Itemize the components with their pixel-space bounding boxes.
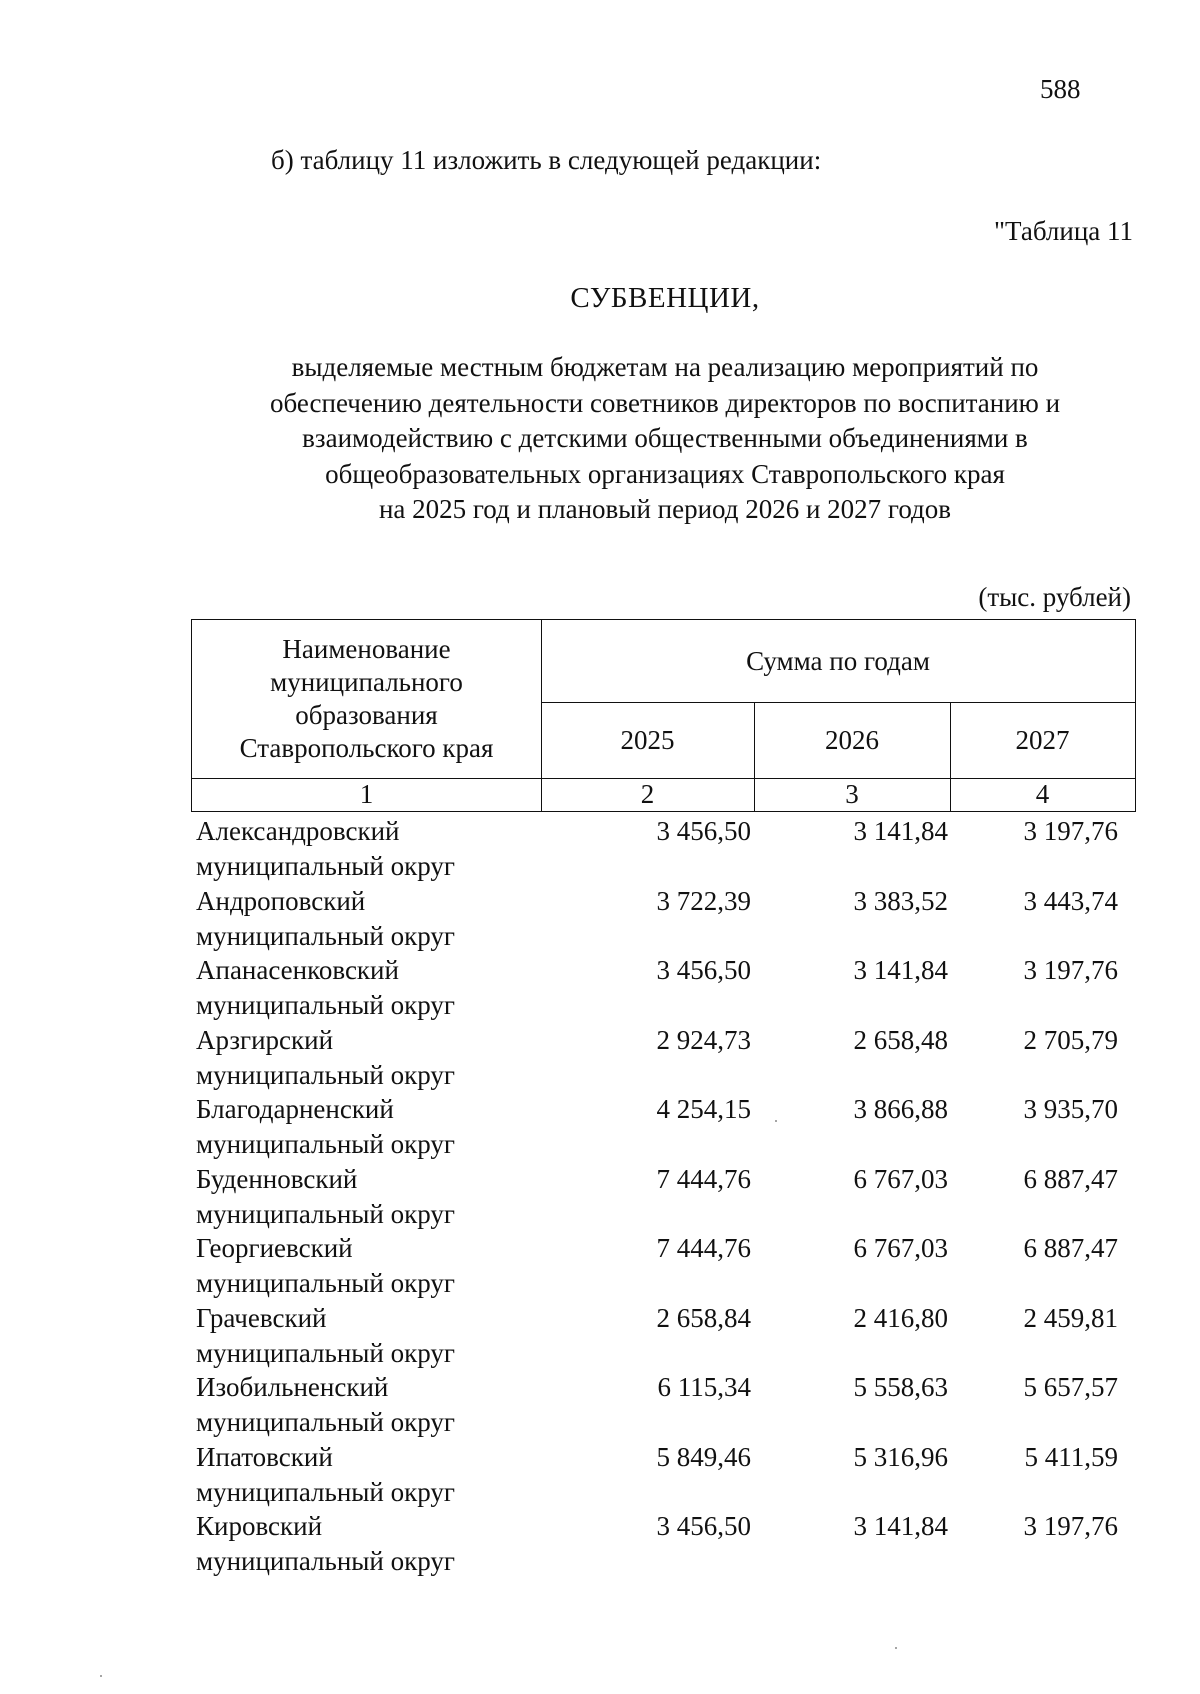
municipality-name	[196, 814, 526, 884]
header-name-line: муниципального	[270, 667, 463, 697]
municipality-name	[196, 1092, 526, 1162]
header-name-column	[192, 620, 541, 778]
value-2026: 2 416,80	[853, 1302, 948, 1333]
municipality-name	[196, 884, 526, 954]
name-line: Андроповский	[196, 885, 366, 916]
table-row	[196, 1301, 1136, 1371]
name-line: муниципальный округ	[196, 920, 455, 951]
table-row	[196, 1370, 1136, 1440]
value-2027: 3 935,70	[1023, 1094, 1118, 1124]
name-line: Изобильненский	[196, 1372, 389, 1402]
name-line: муниципальный округ	[196, 990, 455, 1020]
header-year-2027: 2027	[1015, 724, 1070, 755]
value-2027: 3 197,76	[1023, 955, 1118, 985]
value-2025: 3 722,39	[656, 885, 751, 916]
name-line: Благодарненский	[196, 1094, 394, 1124]
table-row	[196, 1231, 1136, 1301]
subtitle-line: взаимодействию с детскими общественными объединениями в	[302, 423, 1028, 453]
subtitle-line: на 2025 год и плановый период 2026 и 2027 годов	[378, 494, 952, 524]
subtitle-line: выделяемые местным бюджетам на реализацию мероприятий по	[291, 352, 1039, 382]
value-2027: 3 197,76	[1023, 1511, 1118, 1541]
name-line: муниципальный округ	[196, 1407, 455, 1437]
name-line: Александровский	[196, 816, 400, 846]
value-2026: 6 767,03	[853, 1163, 948, 1194]
value-2025: 7 444,76	[656, 1163, 751, 1194]
name-line: Буденновский	[196, 1163, 358, 1194]
municipality-name	[196, 1231, 526, 1301]
value-2026: 3 383,52	[853, 885, 948, 916]
name-line: Грачевский	[196, 1302, 327, 1333]
table-body	[196, 814, 1136, 1579]
table-row	[196, 884, 1136, 954]
subtitle-line: общеобразовательных организациях Ставропольского края	[325, 458, 1005, 489]
municipality-name	[196, 1301, 526, 1371]
header-sum-group: Сумма по годам	[746, 645, 930, 676]
value-2026: 2 658,48	[853, 1024, 948, 1055]
scan-speck	[775, 1120, 777, 1122]
value-2027: 5 657,57	[1023, 1372, 1118, 1402]
value-2026: 3 141,84	[853, 955, 948, 985]
value-2025: 2 924,73	[656, 1024, 751, 1055]
value-2026: 5 558,63	[853, 1372, 948, 1402]
scan-speck	[895, 1647, 897, 1649]
name-line: муниципальный округ	[196, 1198, 455, 1229]
value-2027: 6 887,47	[1023, 1233, 1118, 1263]
name-line: муниципальный округ	[196, 1059, 455, 1090]
header-year-2025: 2025	[620, 724, 675, 755]
value-2026: 3 141,84	[853, 816, 948, 846]
intro-paragraph: б) таблицу 11 изложить в следующей редакции:	[271, 145, 822, 175]
value-2027: 2 705,79	[1023, 1024, 1118, 1055]
document-title: СУБВЕНЦИИ,	[570, 282, 760, 314]
municipality-name	[196, 1370, 526, 1440]
value-2027: 3 443,74	[1023, 885, 1118, 916]
table-row	[196, 953, 1136, 1023]
municipality-name	[196, 1162, 526, 1232]
column-number: 4	[1035, 779, 1050, 809]
header-name-line: образования	[295, 700, 438, 730]
value-2025: 7 444,76	[656, 1233, 751, 1263]
table-row	[196, 1092, 1136, 1162]
name-line: муниципальный округ	[196, 1337, 455, 1368]
value-2025: 5 849,46	[656, 1441, 751, 1472]
value-2027: 3 197,76	[1023, 816, 1118, 846]
name-line: муниципальный округ	[196, 1546, 455, 1576]
name-line: Апанасенковский	[196, 955, 399, 985]
value-2027: 2 459,81	[1023, 1302, 1118, 1333]
value-2025: 6 115,34	[657, 1372, 751, 1402]
name-line: муниципальный округ	[196, 851, 455, 881]
column-number: 3	[845, 779, 859, 809]
scan-speck	[100, 1675, 102, 1677]
name-line: Георгиевский	[196, 1233, 353, 1263]
units-label: (тыс. рублей)	[978, 582, 1131, 612]
table-label: "Таблица 11	[994, 216, 1133, 246]
page-number: 588	[1040, 74, 1081, 104]
header-name-line: Наименование	[282, 634, 451, 664]
document-subtitle	[200, 350, 1130, 528]
municipality-name	[196, 1509, 526, 1579]
column-number: 1	[359, 779, 374, 809]
value-2026: 3 866,88	[853, 1094, 948, 1124]
table-row	[196, 1162, 1136, 1232]
header-year-2026: 2026	[825, 724, 879, 755]
table-header	[191, 619, 1136, 812]
name-line: муниципальный округ	[196, 1268, 455, 1298]
municipality-name	[196, 1440, 526, 1510]
name-line: Арзгирский	[196, 1024, 334, 1055]
table-row	[196, 814, 1136, 884]
name-line: муниципальный округ	[196, 1129, 455, 1159]
table-row	[196, 1023, 1136, 1093]
column-number: 2	[640, 779, 655, 809]
value-2027: 5 411,59	[1024, 1441, 1118, 1472]
value-2026: 5 316,96	[853, 1441, 948, 1472]
value-2025: 4 254,15	[656, 1094, 751, 1124]
header-name-line: Ставропольского края	[239, 733, 494, 763]
table-row	[196, 1440, 1136, 1510]
value-2025: 3 456,50	[656, 816, 751, 846]
municipality-name	[196, 953, 526, 1023]
value-2027: 6 887,47	[1023, 1163, 1118, 1194]
table-row	[196, 1509, 1136, 1579]
value-2025: 3 456,50	[656, 955, 751, 985]
municipality-name	[196, 1023, 526, 1093]
value-2025: 2 658,84	[656, 1302, 751, 1333]
name-line: муниципальный округ	[196, 1476, 455, 1507]
value-2026: 3 141,84	[853, 1511, 948, 1541]
subtitle-line: обеспечению деятельности советников директоров по воспитанию и	[269, 387, 1061, 418]
name-line: Ипатовский	[196, 1441, 333, 1472]
value-2026: 6 767,03	[853, 1233, 948, 1263]
value-2025: 3 456,50	[656, 1511, 751, 1541]
name-line: Кировский	[196, 1511, 323, 1541]
